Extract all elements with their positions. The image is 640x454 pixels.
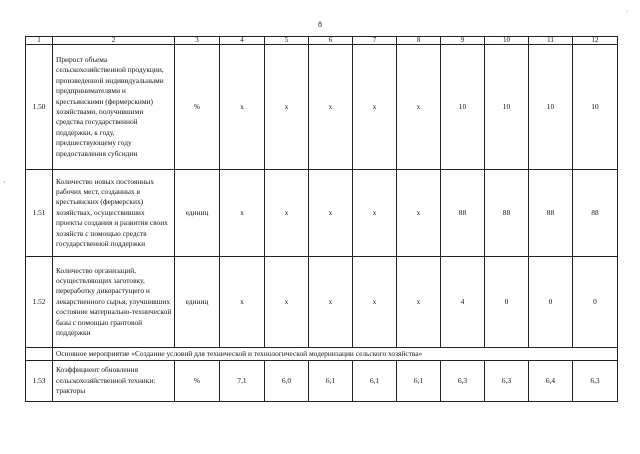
row-value: 6,3 bbox=[485, 361, 529, 402]
header-row bbox=[26, 37, 618, 45]
corner-mark: ' bbox=[626, 9, 628, 18]
header-cell: 4 bbox=[220, 37, 265, 45]
row-value: 10 bbox=[441, 45, 485, 170]
table-row bbox=[26, 257, 618, 348]
row-value: 0 bbox=[573, 257, 618, 348]
row-value: 6,3 bbox=[441, 361, 485, 402]
row-description: Количество новых постоянных рабочих мест, созданных в крестьянских (фермерских) хозяйствах, осуществивших проекты создания и развития своих хозяйств с помощью средств государственной поддержки bbox=[53, 170, 175, 257]
row-unit: единиц bbox=[175, 170, 220, 257]
row-id: 1.53 bbox=[26, 361, 53, 402]
row-value: x bbox=[353, 45, 397, 170]
row-value: x bbox=[265, 257, 309, 348]
header-cell: 5 bbox=[265, 37, 309, 45]
row-value: 6,1 bbox=[397, 361, 441, 402]
row-value: 0 bbox=[485, 257, 529, 348]
row-value: x bbox=[309, 257, 353, 348]
header-cell: 1 bbox=[26, 37, 53, 45]
row-description: Коэффициент обновления сельскохозяйственной техники: тракторы bbox=[53, 361, 175, 402]
header-cell: 9 bbox=[441, 37, 485, 45]
row-value: 7,1 bbox=[220, 361, 265, 402]
row-id: 1.51 bbox=[26, 170, 53, 257]
row-id: 1.52 bbox=[26, 257, 53, 348]
row-value: x bbox=[397, 45, 441, 170]
row-value: 10 bbox=[573, 45, 618, 170]
row-value: x bbox=[397, 170, 441, 257]
row-unit: % bbox=[175, 361, 220, 402]
section-title: Основное мероприятие «Создание условий для технической и технологической модернизации сельского хозяйства» bbox=[53, 348, 618, 361]
row-description: Количество организаций, осуществляющих заготовку, переработку дикорастущего и лекарственного сырья, улучшивших состояние материально-технической базы с помощью грантовой поддержки bbox=[53, 257, 175, 348]
row-value: 4 bbox=[441, 257, 485, 348]
header-cell: 10 bbox=[485, 37, 529, 45]
row-value: x bbox=[220, 45, 265, 170]
row-value: 6,4 bbox=[529, 361, 573, 402]
header-cell: 2 bbox=[53, 37, 175, 45]
row-value: 6,1 bbox=[353, 361, 397, 402]
table-row bbox=[26, 45, 618, 170]
row-value: x bbox=[353, 170, 397, 257]
section-row bbox=[26, 348, 618, 361]
row-value: x bbox=[309, 170, 353, 257]
header-cell: 6 bbox=[309, 37, 353, 45]
row-value: x bbox=[353, 257, 397, 348]
table-row bbox=[26, 170, 618, 257]
row-value: 0 bbox=[529, 257, 573, 348]
row-value: 6,3 bbox=[573, 361, 618, 402]
row-value: 88 bbox=[485, 170, 529, 257]
page-number: 8 bbox=[318, 20, 322, 29]
row-unit: % bbox=[175, 45, 220, 170]
row-value: x bbox=[309, 45, 353, 170]
row-unit: единиц bbox=[175, 257, 220, 348]
header-cell: 3 bbox=[175, 37, 220, 45]
row-value: 10 bbox=[529, 45, 573, 170]
section-id-cell bbox=[26, 348, 53, 361]
header-cell: 12 bbox=[573, 37, 618, 45]
row-value: x bbox=[397, 257, 441, 348]
row-value: x bbox=[265, 45, 309, 170]
row-value: x bbox=[265, 170, 309, 257]
row-description: Прирост объема сельскохозяйственной продукции, произведенной индивидуальными предпринимателями и крестьянскими (фермерскими) хозяйствами, получившими средства государственной поддержки, к году, предшествующему году предоставления субсидии bbox=[53, 45, 175, 170]
row-value: 6,1 bbox=[309, 361, 353, 402]
row-value: x bbox=[220, 170, 265, 257]
header-cell: 8 bbox=[397, 37, 441, 45]
header-cell: 11 bbox=[529, 37, 573, 45]
row-id: 1.50 bbox=[26, 45, 53, 170]
row-value: x bbox=[220, 257, 265, 348]
margin-mark: · bbox=[3, 178, 6, 187]
table-row bbox=[26, 361, 618, 402]
indicators-table bbox=[25, 36, 618, 402]
row-value: 6,0 bbox=[265, 361, 309, 402]
row-value: 10 bbox=[485, 45, 529, 170]
row-value: 88 bbox=[529, 170, 573, 257]
header-cell: 7 bbox=[353, 37, 397, 45]
row-value: 88 bbox=[573, 170, 618, 257]
row-value: 88 bbox=[441, 170, 485, 257]
